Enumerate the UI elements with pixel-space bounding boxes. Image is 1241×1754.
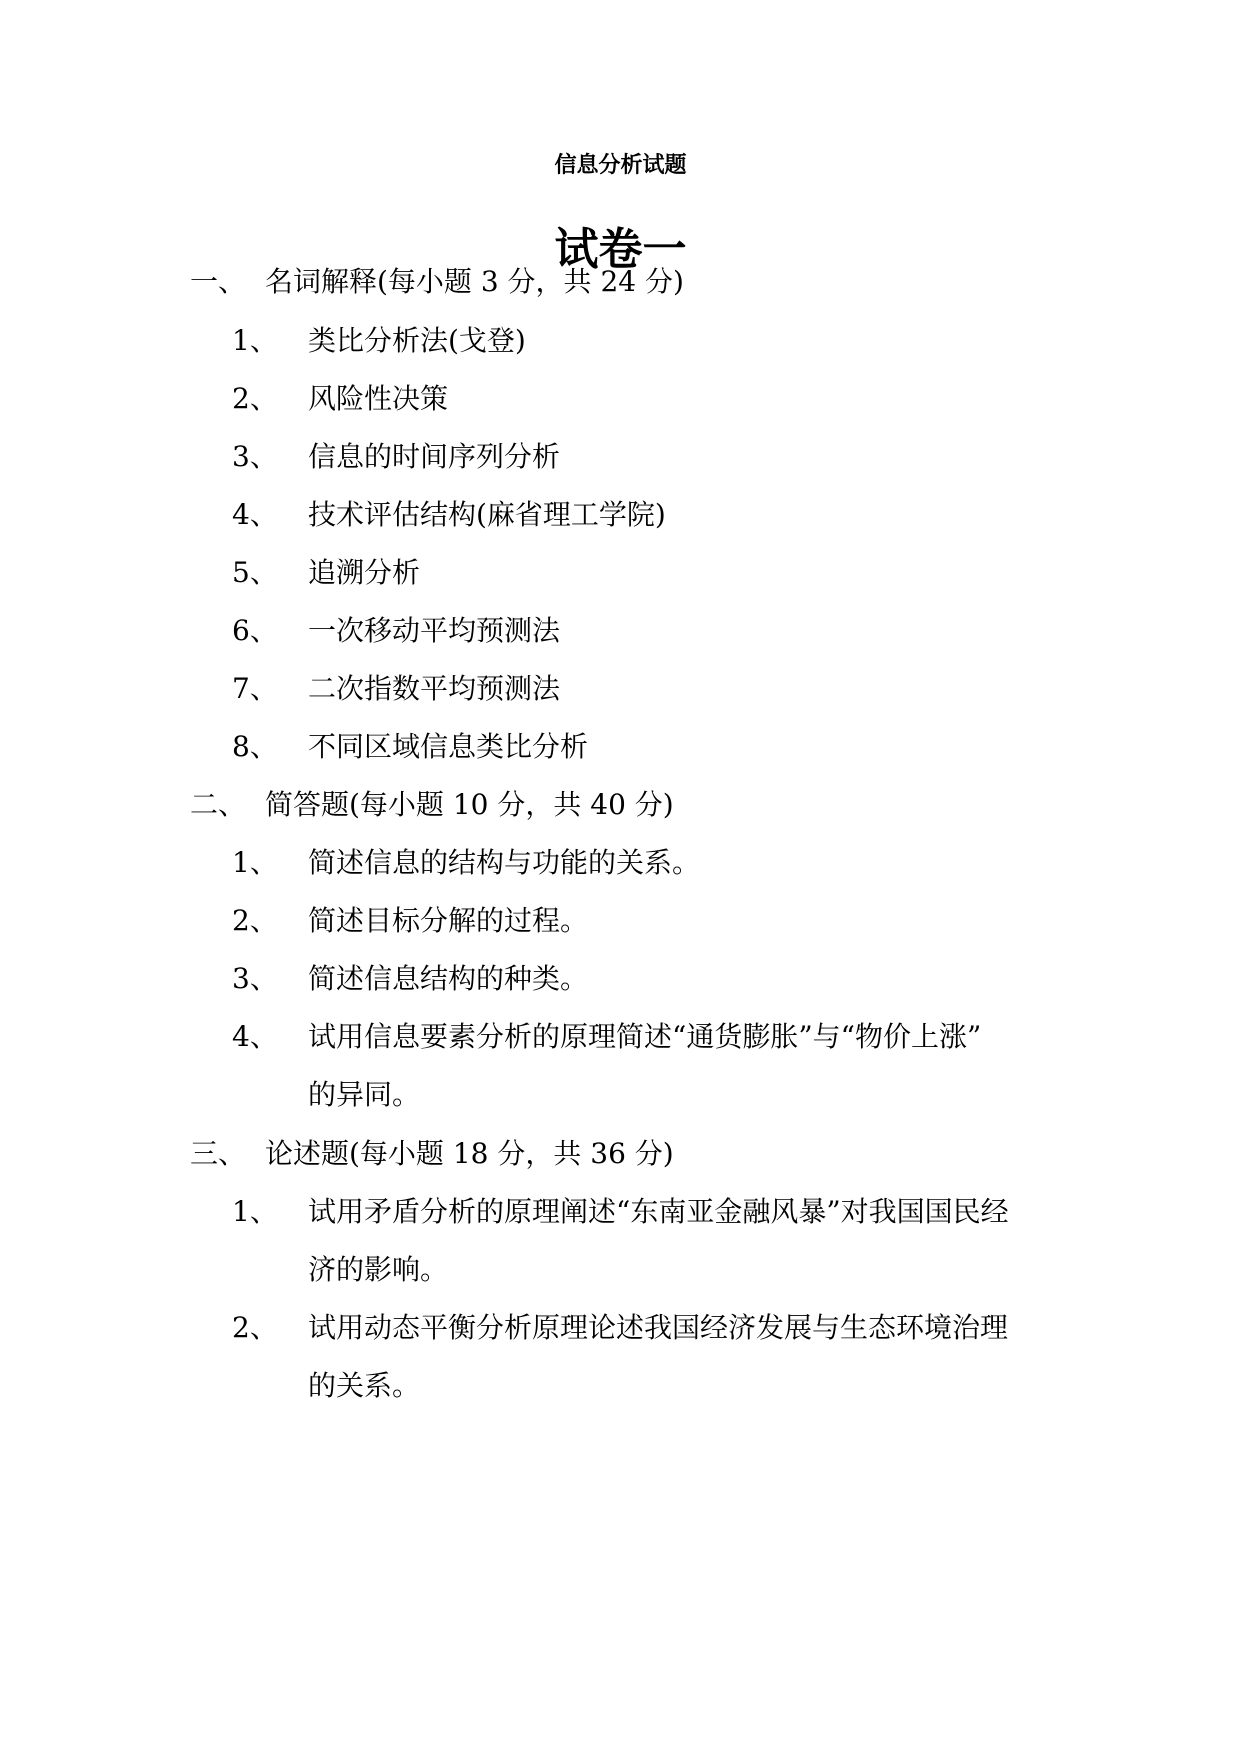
question-number: 1、: [232, 324, 278, 357]
section-title: 论述题(每小题 18 分，共 36 分): [265, 1137, 674, 1170]
section-title: 简答题(每小题 10 分，共 40 分): [265, 788, 674, 821]
question-text: 不同区域信息类比分析: [308, 730, 589, 763]
question-number: 1、: [232, 846, 278, 879]
question-number: 2、: [232, 382, 278, 415]
question-text: 信息的时间序列分析: [308, 440, 561, 473]
question-number: 2、: [232, 1311, 278, 1344]
question-number: 1、: [232, 1195, 278, 1228]
question-text: 一次移动平均预测法: [308, 614, 561, 647]
question-text: 简述目标分解的过程。: [308, 904, 589, 937]
question-text: 类比分析法(戈登): [308, 324, 526, 357]
question-text: 试用信息要素分析的原理简述“通货膨胀”与“物价上涨”: [308, 1020, 982, 1053]
question-number: 7、: [232, 672, 278, 705]
section-number: 一、: [190, 265, 247, 298]
question-text: 试用动态平衡分析原理论述我国经济发展与生态环境治理: [308, 1311, 1009, 1344]
question-number: 4、: [232, 498, 278, 531]
document-title: 信息分析试题: [554, 152, 687, 178]
question-number: 8、: [232, 730, 278, 763]
question-number: 4、: [232, 1020, 278, 1053]
question-text-continued: 的关系。: [308, 1369, 421, 1402]
question-text: 简述信息结构的种类。: [308, 962, 589, 995]
section-number: 三、: [190, 1137, 247, 1170]
question-text: 风险性决策: [308, 382, 449, 415]
question-number: 3、: [232, 962, 278, 995]
question-text-continued: 的异同。: [308, 1078, 421, 1111]
question-number: 6、: [232, 614, 278, 647]
section-number: 二、: [190, 788, 247, 821]
question-text: 技术评估结构(麻省理工学院): [308, 498, 666, 531]
question-number: 3、: [232, 440, 278, 473]
question-text: 追溯分析: [308, 556, 421, 589]
question-text-continued: 济的影响。: [308, 1253, 449, 1286]
paper-heading: 试卷一: [554, 224, 687, 275]
question-number: 5、: [232, 556, 278, 589]
question-text: 试用矛盾分析的原理阐述“东南亚金融风暴”对我国国民经: [308, 1195, 1009, 1228]
section-title: 名词解释(每小题 3 分，共 24 分): [265, 265, 684, 298]
question-text: 简述信息的结构与功能的关系。: [308, 846, 701, 879]
question-number: 2、: [232, 904, 278, 937]
question-text: 二次指数平均预测法: [308, 672, 561, 705]
